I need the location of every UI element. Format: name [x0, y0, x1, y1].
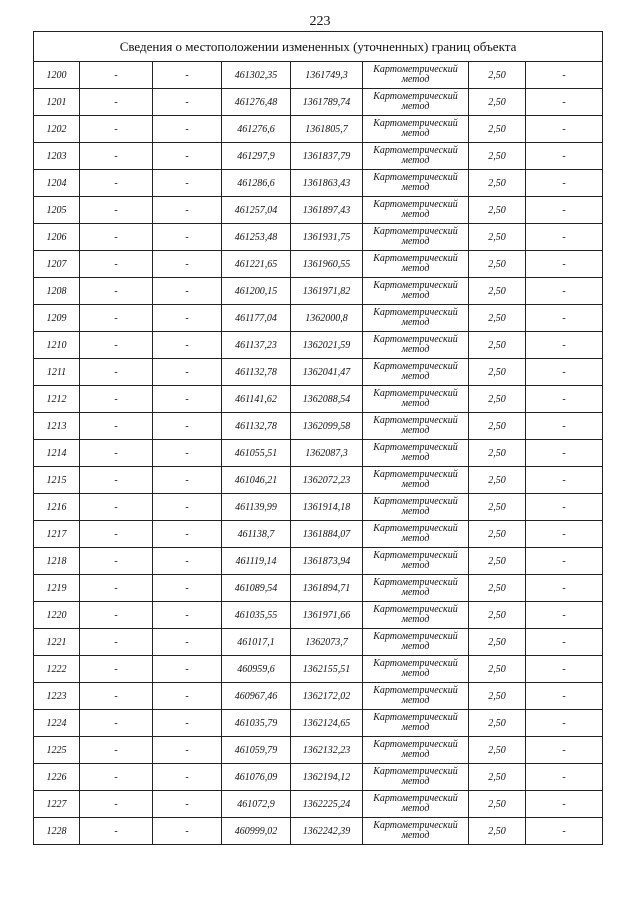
- cell-dash-a: -: [80, 440, 153, 467]
- cell-dash-a: -: [80, 278, 153, 305]
- table-row: [34, 791, 603, 818]
- point-number-cell: 1220: [34, 602, 80, 629]
- x-coordinate-cell: 461132,78: [222, 413, 291, 440]
- table-title-row: [34, 32, 603, 62]
- cell-dash-d: -: [526, 737, 603, 764]
- y-coordinate-cell: 1362242,39: [291, 818, 363, 845]
- table-row: [34, 683, 603, 710]
- cell-dash-d: -: [526, 602, 603, 629]
- x-coordinate-cell: 461276,48: [222, 89, 291, 116]
- accuracy-cell: 2,50: [469, 305, 526, 332]
- cell-dash-d: -: [526, 818, 603, 845]
- cell-dash-a: -: [80, 737, 153, 764]
- method-cell: Картометрический метод: [363, 305, 469, 332]
- y-coordinate-cell: 1362132,23: [291, 737, 363, 764]
- cell-dash-a: -: [80, 818, 153, 845]
- y-coordinate-cell: 1361873,94: [291, 548, 363, 575]
- x-coordinate-cell: 460999,02: [222, 818, 291, 845]
- table-row: [34, 89, 603, 116]
- cell-dash-d: -: [526, 278, 603, 305]
- point-number-cell: 1224: [34, 710, 80, 737]
- method-cell: Картометрический метод: [363, 494, 469, 521]
- cell-dash-b: -: [153, 332, 222, 359]
- table-row: [34, 251, 603, 278]
- y-coordinate-cell: 1361789,74: [291, 89, 363, 116]
- point-number-cell: 1205: [34, 197, 80, 224]
- x-coordinate-cell: 461257,04: [222, 197, 291, 224]
- accuracy-cell: 2,50: [469, 494, 526, 521]
- method-cell: Картометрический метод: [363, 386, 469, 413]
- cell-dash-d: -: [526, 359, 603, 386]
- y-coordinate-cell: 1362000,8: [291, 305, 363, 332]
- accuracy-cell: 2,50: [469, 737, 526, 764]
- cell-dash-b: -: [153, 359, 222, 386]
- accuracy-cell: 2,50: [469, 386, 526, 413]
- cell-dash-a: -: [80, 629, 153, 656]
- accuracy-cell: 2,50: [469, 413, 526, 440]
- x-coordinate-cell: 461139,99: [222, 494, 291, 521]
- cell-dash-d: -: [526, 413, 603, 440]
- method-cell: Картометрический метод: [363, 764, 469, 791]
- method-cell: Картометрический метод: [363, 737, 469, 764]
- table-row: [34, 494, 603, 521]
- method-cell: Картометрический метод: [363, 62, 469, 89]
- x-coordinate-cell: 461076,09: [222, 764, 291, 791]
- point-number-cell: 1206: [34, 224, 80, 251]
- table-row: [34, 521, 603, 548]
- table-row: [34, 710, 603, 737]
- point-number-cell: 1227: [34, 791, 80, 818]
- accuracy-cell: 2,50: [469, 440, 526, 467]
- y-coordinate-cell: 1361749,3: [291, 62, 363, 89]
- cell-dash-b: -: [153, 305, 222, 332]
- point-number-cell: 1228: [34, 818, 80, 845]
- x-coordinate-cell: 461035,55: [222, 602, 291, 629]
- cell-dash-a: -: [80, 197, 153, 224]
- accuracy-cell: 2,50: [469, 197, 526, 224]
- cell-dash-d: -: [526, 305, 603, 332]
- table-row: [34, 656, 603, 683]
- accuracy-cell: 2,50: [469, 602, 526, 629]
- cell-dash-b: -: [153, 116, 222, 143]
- table-row: [34, 170, 603, 197]
- cell-dash-a: -: [80, 251, 153, 278]
- accuracy-cell: 2,50: [469, 116, 526, 143]
- cell-dash-a: -: [80, 332, 153, 359]
- table-row: [34, 548, 603, 575]
- cell-dash-d: -: [526, 467, 603, 494]
- cell-dash-b: -: [153, 656, 222, 683]
- accuracy-cell: 2,50: [469, 359, 526, 386]
- cell-dash-a: -: [80, 413, 153, 440]
- point-number-cell: 1217: [34, 521, 80, 548]
- cell-dash-b: -: [153, 89, 222, 116]
- table-row: [34, 629, 603, 656]
- table-row: [34, 359, 603, 386]
- accuracy-cell: 2,50: [469, 548, 526, 575]
- cell-dash-a: -: [80, 521, 153, 548]
- accuracy-cell: 2,50: [469, 656, 526, 683]
- point-number-cell: 1202: [34, 116, 80, 143]
- accuracy-cell: 2,50: [469, 224, 526, 251]
- y-coordinate-cell: 1362087,3: [291, 440, 363, 467]
- cell-dash-d: -: [526, 575, 603, 602]
- y-coordinate-cell: 1362194,12: [291, 764, 363, 791]
- x-coordinate-cell: 461055,51: [222, 440, 291, 467]
- x-coordinate-cell: 461297,9: [222, 143, 291, 170]
- accuracy-cell: 2,50: [469, 278, 526, 305]
- y-coordinate-cell: 1361914,18: [291, 494, 363, 521]
- cell-dash-b: -: [153, 494, 222, 521]
- table-row: [34, 575, 603, 602]
- y-coordinate-cell: 1361884,07: [291, 521, 363, 548]
- accuracy-cell: 2,50: [469, 575, 526, 602]
- cell-dash-b: -: [153, 737, 222, 764]
- accuracy-cell: 2,50: [469, 818, 526, 845]
- cell-dash-a: -: [80, 575, 153, 602]
- cell-dash-b: -: [153, 224, 222, 251]
- method-cell: Картометрический метод: [363, 683, 469, 710]
- point-number-cell: 1210: [34, 332, 80, 359]
- cell-dash-d: -: [526, 116, 603, 143]
- point-number-cell: 1212: [34, 386, 80, 413]
- point-number-cell: 1200: [34, 62, 80, 89]
- cell-dash-d: -: [526, 62, 603, 89]
- point-number-cell: 1216: [34, 494, 80, 521]
- point-number-cell: 1222: [34, 656, 80, 683]
- cell-dash-b: -: [153, 791, 222, 818]
- table-row: [34, 818, 603, 845]
- cell-dash-d: -: [526, 683, 603, 710]
- cell-dash-d: -: [526, 251, 603, 278]
- cell-dash-d: -: [526, 791, 603, 818]
- cell-dash-a: -: [80, 602, 153, 629]
- cell-dash-d: -: [526, 710, 603, 737]
- accuracy-cell: 2,50: [469, 683, 526, 710]
- cell-dash-b: -: [153, 710, 222, 737]
- cell-dash-b: -: [153, 440, 222, 467]
- x-coordinate-cell: 461276,6: [222, 116, 291, 143]
- cell-dash-d: -: [526, 170, 603, 197]
- x-coordinate-cell: 461059,79: [222, 737, 291, 764]
- accuracy-cell: 2,50: [469, 710, 526, 737]
- y-coordinate-cell: 1362124,65: [291, 710, 363, 737]
- cell-dash-a: -: [80, 89, 153, 116]
- table-row: [34, 386, 603, 413]
- x-coordinate-cell: 461253,48: [222, 224, 291, 251]
- cell-dash-b: -: [153, 62, 222, 89]
- y-coordinate-cell: 1362155,51: [291, 656, 363, 683]
- point-number-cell: 1214: [34, 440, 80, 467]
- x-coordinate-cell: 461132,78: [222, 359, 291, 386]
- table-row: [34, 197, 603, 224]
- cell-dash-a: -: [80, 494, 153, 521]
- cell-dash-d: -: [526, 548, 603, 575]
- point-number-cell: 1223: [34, 683, 80, 710]
- method-cell: Картометрический метод: [363, 467, 469, 494]
- cell-dash-a: -: [80, 791, 153, 818]
- y-coordinate-cell: 1362088,54: [291, 386, 363, 413]
- cell-dash-a: -: [80, 359, 153, 386]
- method-cell: Картометрический метод: [363, 278, 469, 305]
- table-row: [34, 440, 603, 467]
- table-row: [34, 602, 603, 629]
- method-cell: Картометрический метод: [363, 197, 469, 224]
- cell-dash-b: -: [153, 413, 222, 440]
- point-number-cell: 1221: [34, 629, 80, 656]
- point-number-cell: 1211: [34, 359, 80, 386]
- cell-dash-b: -: [153, 629, 222, 656]
- y-coordinate-cell: 1362021,59: [291, 332, 363, 359]
- cell-dash-b: -: [153, 602, 222, 629]
- table-title: Сведения о местоположении измененных (уточненных) границ объекта: [34, 32, 603, 62]
- y-coordinate-cell: 1362041,47: [291, 359, 363, 386]
- cell-dash-d: -: [526, 143, 603, 170]
- cell-dash-a: -: [80, 548, 153, 575]
- method-cell: Картометрический метод: [363, 440, 469, 467]
- point-number-cell: 1225: [34, 737, 80, 764]
- y-coordinate-cell: 1361971,66: [291, 602, 363, 629]
- accuracy-cell: 2,50: [469, 791, 526, 818]
- cell-dash-d: -: [526, 89, 603, 116]
- accuracy-cell: 2,50: [469, 629, 526, 656]
- method-cell: Картометрический метод: [363, 818, 469, 845]
- y-coordinate-cell: 1361894,71: [291, 575, 363, 602]
- cell-dash-b: -: [153, 818, 222, 845]
- method-cell: Картометрический метод: [363, 251, 469, 278]
- accuracy-cell: 2,50: [469, 467, 526, 494]
- y-coordinate-cell: 1362172,02: [291, 683, 363, 710]
- cell-dash-b: -: [153, 143, 222, 170]
- cell-dash-a: -: [80, 683, 153, 710]
- method-cell: Картометрический метод: [363, 359, 469, 386]
- x-coordinate-cell: 461138,7: [222, 521, 291, 548]
- point-number-cell: 1201: [34, 89, 80, 116]
- method-cell: Картометрический метод: [363, 170, 469, 197]
- cell-dash-d: -: [526, 440, 603, 467]
- accuracy-cell: 2,50: [469, 170, 526, 197]
- method-cell: Картометрический метод: [363, 224, 469, 251]
- cell-dash-b: -: [153, 251, 222, 278]
- cell-dash-a: -: [80, 764, 153, 791]
- table-row: [34, 332, 603, 359]
- table-row: [34, 467, 603, 494]
- y-coordinate-cell: 1361837,79: [291, 143, 363, 170]
- cell-dash-b: -: [153, 197, 222, 224]
- point-number-cell: 1226: [34, 764, 80, 791]
- x-coordinate-cell: 461046,21: [222, 467, 291, 494]
- cell-dash-b: -: [153, 170, 222, 197]
- x-coordinate-cell: 460967,46: [222, 683, 291, 710]
- x-coordinate-cell: 461137,23: [222, 332, 291, 359]
- cell-dash-b: -: [153, 521, 222, 548]
- cell-dash-d: -: [526, 494, 603, 521]
- table-row: [34, 737, 603, 764]
- x-coordinate-cell: 461200,15: [222, 278, 291, 305]
- boundary-coordinates-table: [33, 31, 603, 845]
- cell-dash-b: -: [153, 548, 222, 575]
- method-cell: Картометрический метод: [363, 548, 469, 575]
- x-coordinate-cell: 461089,54: [222, 575, 291, 602]
- cell-dash-d: -: [526, 629, 603, 656]
- y-coordinate-cell: 1362099,58: [291, 413, 363, 440]
- point-number-cell: 1218: [34, 548, 80, 575]
- accuracy-cell: 2,50: [469, 764, 526, 791]
- method-cell: Картометрический метод: [363, 791, 469, 818]
- accuracy-cell: 2,50: [469, 143, 526, 170]
- method-cell: Картометрический метод: [363, 656, 469, 683]
- cell-dash-d: -: [526, 332, 603, 359]
- table-row: [34, 764, 603, 791]
- point-number-cell: 1213: [34, 413, 80, 440]
- point-number-cell: 1204: [34, 170, 80, 197]
- point-number-cell: 1208: [34, 278, 80, 305]
- cell-dash-d: -: [526, 764, 603, 791]
- cell-dash-b: -: [153, 278, 222, 305]
- cell-dash-b: -: [153, 683, 222, 710]
- x-coordinate-cell: 461221,65: [222, 251, 291, 278]
- x-coordinate-cell: 461119,14: [222, 548, 291, 575]
- x-coordinate-cell: 461302,35: [222, 62, 291, 89]
- y-coordinate-cell: 1361897,43: [291, 197, 363, 224]
- cell-dash-a: -: [80, 170, 153, 197]
- cell-dash-a: -: [80, 116, 153, 143]
- cell-dash-a: -: [80, 62, 153, 89]
- y-coordinate-cell: 1361931,75: [291, 224, 363, 251]
- method-cell: Картометрический метод: [363, 116, 469, 143]
- accuracy-cell: 2,50: [469, 62, 526, 89]
- x-coordinate-cell: 461286,6: [222, 170, 291, 197]
- method-cell: Картометрический метод: [363, 629, 469, 656]
- x-coordinate-cell: 461177,04: [222, 305, 291, 332]
- method-cell: Картометрический метод: [363, 710, 469, 737]
- x-coordinate-cell: 461072,9: [222, 791, 291, 818]
- cell-dash-b: -: [153, 386, 222, 413]
- cell-dash-a: -: [80, 386, 153, 413]
- cell-dash-a: -: [80, 224, 153, 251]
- point-number-cell: 1203: [34, 143, 80, 170]
- method-cell: Картометрический метод: [363, 413, 469, 440]
- method-cell: Картометрический метод: [363, 332, 469, 359]
- x-coordinate-cell: 460959,6: [222, 656, 291, 683]
- method-cell: Картометрический метод: [363, 575, 469, 602]
- accuracy-cell: 2,50: [469, 251, 526, 278]
- cell-dash-b: -: [153, 764, 222, 791]
- table-row: [34, 143, 603, 170]
- cell-dash-d: -: [526, 521, 603, 548]
- x-coordinate-cell: 461141,62: [222, 386, 291, 413]
- method-cell: Картометрический метод: [363, 143, 469, 170]
- accuracy-cell: 2,50: [469, 89, 526, 116]
- x-coordinate-cell: 461035,79: [222, 710, 291, 737]
- y-coordinate-cell: 1362225,24: [291, 791, 363, 818]
- table-row: [34, 305, 603, 332]
- cell-dash-a: -: [80, 143, 153, 170]
- table-row: [34, 62, 603, 89]
- cell-dash-a: -: [80, 305, 153, 332]
- cell-dash-d: -: [526, 224, 603, 251]
- point-number-cell: 1209: [34, 305, 80, 332]
- y-coordinate-cell: 1361863,43: [291, 170, 363, 197]
- y-coordinate-cell: 1361805,7: [291, 116, 363, 143]
- cell-dash-a: -: [80, 710, 153, 737]
- y-coordinate-cell: 1361971,82: [291, 278, 363, 305]
- cell-dash-a: -: [80, 467, 153, 494]
- point-number-cell: 1215: [34, 467, 80, 494]
- y-coordinate-cell: 1362073,7: [291, 629, 363, 656]
- table-row: [34, 224, 603, 251]
- method-cell: Картометрический метод: [363, 521, 469, 548]
- y-coordinate-cell: 1362072,23: [291, 467, 363, 494]
- cell-dash-d: -: [526, 386, 603, 413]
- cell-dash-a: -: [80, 656, 153, 683]
- cell-dash-d: -: [526, 197, 603, 224]
- cell-dash-b: -: [153, 575, 222, 602]
- page-number: 223: [309, 14, 331, 29]
- table-row: [34, 116, 603, 143]
- table-row: [34, 278, 603, 305]
- x-coordinate-cell: 461017,1: [222, 629, 291, 656]
- point-number-cell: 1219: [34, 575, 80, 602]
- method-cell: Картометрический метод: [363, 602, 469, 629]
- cell-dash-b: -: [153, 467, 222, 494]
- table-row: [34, 413, 603, 440]
- cell-dash-d: -: [526, 656, 603, 683]
- accuracy-cell: 2,50: [469, 521, 526, 548]
- accuracy-cell: 2,50: [469, 332, 526, 359]
- method-cell: Картометрический метод: [363, 89, 469, 116]
- point-number-cell: 1207: [34, 251, 80, 278]
- y-coordinate-cell: 1361960,55: [291, 251, 363, 278]
